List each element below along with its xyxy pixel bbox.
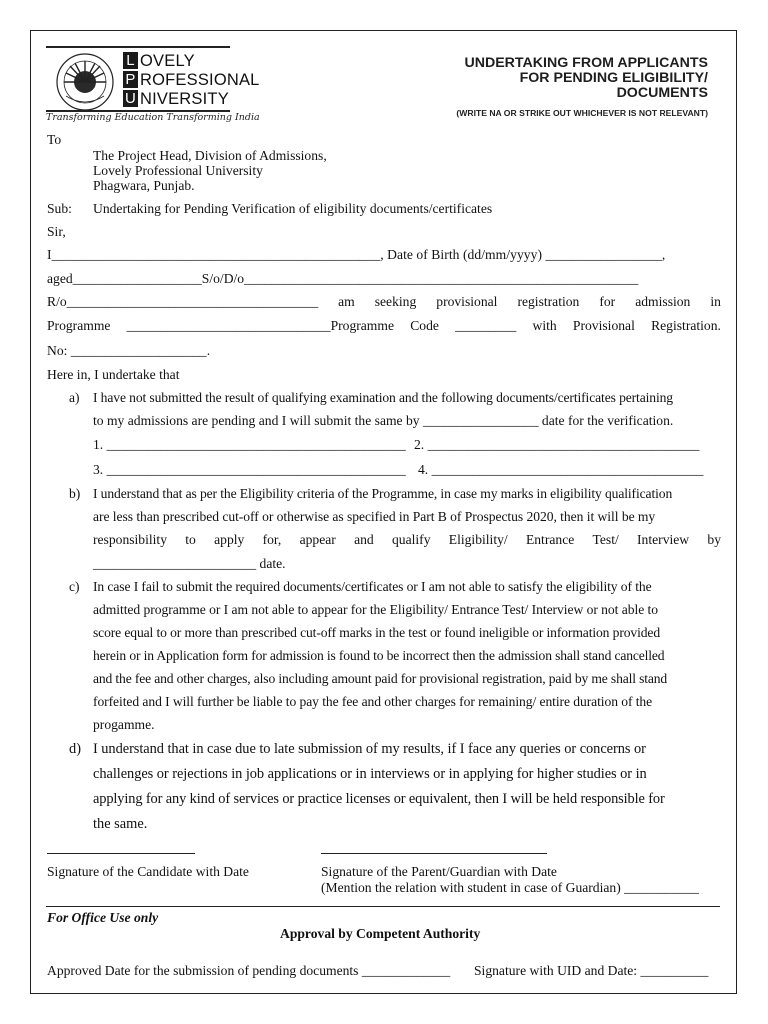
word: Code (410, 318, 439, 333)
word: Programme (47, 318, 111, 333)
logo-word-lovely (123, 52, 195, 70)
word: am (338, 294, 355, 309)
subject-text: Undertaking for Pending Verification of eligibility documents/certificates (93, 201, 493, 216)
programme-line[interactable] (47, 318, 721, 334)
logo-letter-u: U (124, 90, 137, 107)
title-line-3: DOCUMENTS (616, 85, 708, 101)
logo-letter-l: L (123, 52, 138, 69)
address-line-3: Phagwara, Punjab. (93, 178, 195, 193)
item-a-line-2[interactable]: to my admissions are pending and I will submit the same by _________________ date for the verification. (93, 413, 674, 428)
programme-field[interactable]: ______________________________Programme (126, 318, 394, 333)
pending-document-3[interactable]: 3. ____________________________________________ (93, 462, 406, 477)
item-c-line-7: progamme. (93, 717, 155, 732)
item-b-line-2: are less than prescribed cut-off or otherwise as specified in Part B of Prospectus 2020, then it will be my (93, 509, 656, 524)
item-c-line-2: admitted programme or I am not able to appear for the Eligibility/ Entrance Test/ Interview or not able to (93, 602, 659, 617)
residence-field[interactable]: R/o_____________________________________ (47, 294, 319, 309)
word: for, (262, 532, 282, 547)
word: admission (635, 294, 691, 309)
pending-document-4[interactable]: 4. ________________________________________ (418, 462, 704, 477)
approval-heading: Approval by Competent Authority (280, 926, 481, 941)
address-line-1: The Project Head, Division of Admissions, (93, 148, 327, 163)
logo-word-professional (123, 71, 260, 89)
item-b-line-1: I understand that as per the Eligibility criteria of the Programme, in case my marks in eligibility qualification (93, 486, 673, 501)
word: Test/ (592, 532, 619, 547)
logo-word-ovely: OVELY (140, 52, 195, 70)
university-emblem-icon (52, 52, 118, 112)
item-b-marker: b) (69, 486, 81, 501)
word: to (185, 532, 196, 547)
parent-signature-line[interactable] (321, 853, 547, 854)
item-d-line-1: I understand that in case due to late submission of my results, if I face any queries or concerns or (93, 741, 646, 757)
logo-tagline: Transforming Education Transforming India (46, 112, 260, 123)
logo-letter-p: P (123, 71, 138, 88)
office-use-label: For Office Use only (47, 910, 159, 925)
word: for (599, 294, 616, 309)
item-c-line-1: In case I fail to submit the required documents/certificates or I am not able to satisfy the eligibility of the (93, 579, 652, 594)
item-c-line-3: score equal to or more than prescribed cut-off marks in the test or found ineligible or information provided (93, 625, 660, 640)
logo-word-niversity: NIVERSITY (140, 90, 229, 108)
address-to: To (47, 132, 62, 147)
undertaking-intro: Here in, I undertake that (47, 367, 180, 382)
item-d-marker: d) (69, 741, 81, 757)
pending-document-1[interactable]: 1. ____________________________________________ (93, 437, 406, 452)
word: qualify (391, 532, 431, 547)
item-b-date-field[interactable]: ________________________ date. (93, 556, 286, 571)
word: Eligibility/ (448, 532, 508, 547)
subject-label: Sub: (47, 201, 72, 216)
word: with (532, 318, 557, 333)
word: Registration. (651, 318, 721, 333)
guardian-relation-field[interactable]: (Mention the relation with student in case of Guardian) ___________ (321, 880, 699, 895)
logo-word-university (123, 90, 229, 108)
salutation: Sir, (47, 224, 66, 239)
age-parent-line[interactable]: aged___________________S/o/D/o__________________________________________________________ (47, 271, 639, 286)
title-line-1: UNDERTAKING FROM APPLICANTS (464, 55, 708, 71)
pending-document-2[interactable]: 2. ________________________________________ (414, 437, 700, 452)
candidate-signature-label: Signature of the Candidate with Date (47, 864, 249, 879)
logo-top-rule (46, 46, 230, 48)
logo-word-rofessional: ROFESSIONAL (140, 71, 260, 89)
word: Provisional (572, 318, 635, 333)
parent-signature-label: Signature of the Parent/Guardian with Date (321, 864, 557, 879)
word: by (707, 532, 721, 547)
item-d-line-3: applying for any kind of services or practice licenses or equivalent, then I will be held responsible for (93, 791, 665, 807)
address-line-2: Lovely Professional University (93, 163, 263, 178)
item-c-line-6: forfeited and I will further be liable to pay the fee and other charges for remaining/ entire duration of the (93, 694, 653, 709)
word: registration (517, 294, 580, 309)
word: and (354, 532, 374, 547)
title-note: (WRITE NA OR STRIKE OUT WHICHEVER IS NOT RELEVANT) (456, 108, 708, 118)
approved-date-field[interactable]: Approved Date for the submission of pending documents _____________ (47, 963, 451, 978)
word: apply (214, 532, 245, 547)
item-c-marker: c) (69, 579, 80, 594)
item-a-marker: a) (69, 390, 80, 405)
name-dob-line[interactable]: I________________________________________________, Date of Birth (dd/mm/yyyy) _________________, (47, 247, 666, 262)
item-c-line-5: and the fee and other charges, also including amount paid for provisional registration, paid by me shall stand (93, 671, 668, 686)
word: in (710, 294, 721, 309)
word: responsibility (93, 532, 168, 547)
residence-line[interactable] (47, 294, 721, 310)
word: appear (299, 532, 336, 547)
document-title (464, 56, 708, 101)
word: Entrance (525, 532, 575, 547)
item-d-line-2: challenges or rejections in job applications or in interviews or in applying for higher studies or in (93, 766, 647, 782)
word: seeking (374, 294, 417, 309)
word: Interview (637, 532, 690, 547)
signature-uid-field[interactable]: Signature with UID and Date: __________ (474, 963, 709, 978)
office-section-divider (46, 906, 720, 907)
item-c-line-4: herein or in Application form for admission is found to be incorrect then the admission shall stand cancelled (93, 648, 665, 663)
registration-number-field[interactable]: No: ____________________. (47, 343, 211, 358)
word: provisional (436, 294, 498, 309)
title-line-2: FOR PENDING ELIGIBILITY/ (519, 70, 708, 86)
programme-code-field[interactable]: _________ (455, 318, 517, 333)
item-b-line-3 (93, 532, 721, 548)
candidate-signature-line[interactable] (47, 853, 195, 854)
item-a-line-1: I have not submitted the result of qualifying examination and the following documents/certificates pertaining (93, 390, 673, 405)
item-d-line-4: the same. (93, 816, 148, 832)
